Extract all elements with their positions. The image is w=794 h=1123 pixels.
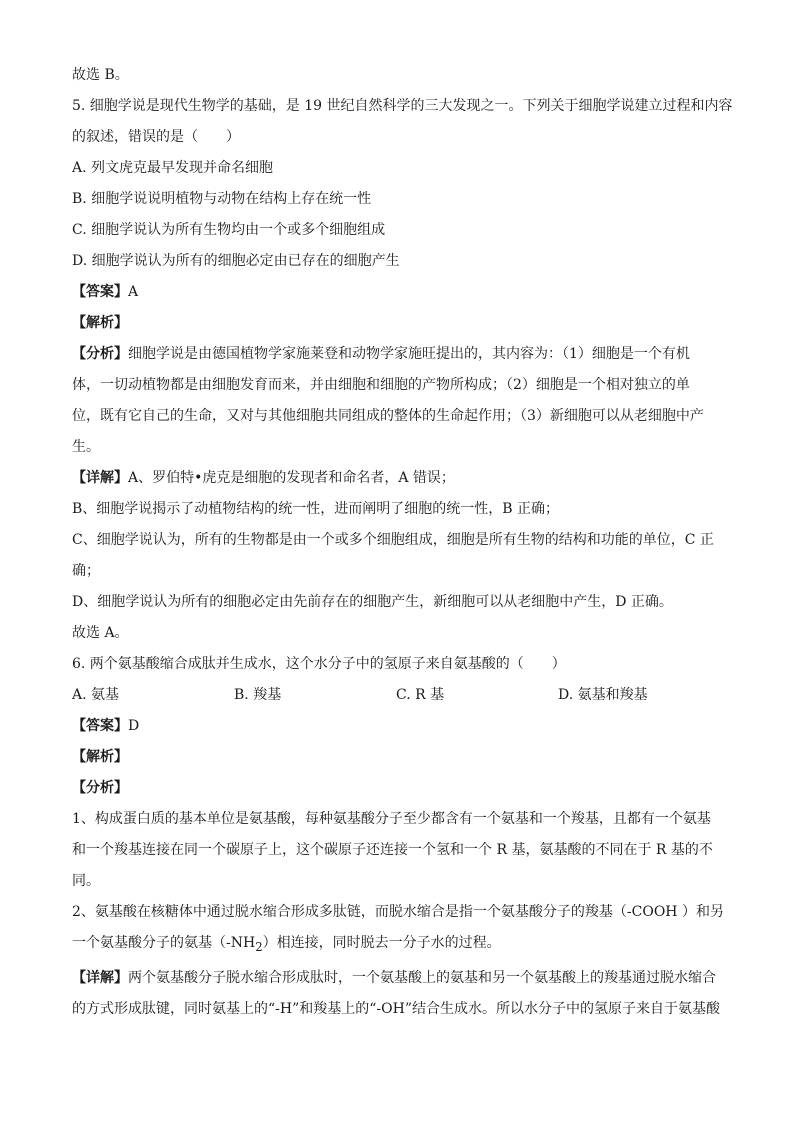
q6-stem: 6. 两个氨基酸缩合成肽并生成水，这个水分子中的氢原子来自氨基酸的（ ） bbox=[72, 656, 566, 672]
q5-detail-line: 确； bbox=[72, 563, 100, 579]
q6-p1-line: 1、构成蛋白质的基本单位是氨基酸，每种氨基酸分子至少都含有一个氨基和一个羧基，且都有一个氨基 bbox=[72, 811, 711, 827]
q6-p2-line2-pre: 一个氨基酸分子的氨基（-NH bbox=[72, 935, 256, 951]
q6-detail-text: 两个氨基酸分子脱水缩合形成肽时，一个氨基酸上的氨基和另一个氨基酸上的羧基通过脱水缩合 bbox=[128, 969, 716, 986]
q6-p2-line2 bbox=[72, 928, 722, 963]
q5-answer bbox=[72, 277, 722, 308]
q6-detail-line: 的方式形成肽键，同时氨基上的“-H”和羧基上的“-OH”结合生成水。所以水分子中的氢原子来自于氨基酸 bbox=[72, 1000, 720, 1017]
q5-option-a: A. 列文虎克最早发现并命名细胞 bbox=[72, 160, 274, 176]
q5-option-c: C. 细胞学说认为所有生物均由一个或多个细胞组成 bbox=[72, 222, 386, 238]
prev-conclusion: 故选 B。 bbox=[72, 67, 129, 83]
q5-detail-line: D、细胞学说认为所有的细胞必定由先前存在的细胞产生，新细胞可以从老细胞中产生，D 正确。 bbox=[72, 594, 673, 610]
q5-stem-line1: 5. 细胞学说是现代生物学的基础，是 19 世纪自然科学的三大发现之一。下列关于细胞学说建立过程和内容 bbox=[72, 98, 733, 114]
q6-detail-line bbox=[72, 963, 722, 994]
q5-fenxi-line: 体，一切动植物都是由细胞发育而来，并由细胞和细胞的产物所构成；（2）细胞是一个相对独立的单 bbox=[72, 377, 690, 393]
q5-fenxi-text: 细胞学说是由德国植物学家施莱登和动物学家施旺提出的，其内容为：（1）细胞是一个有机 bbox=[128, 346, 690, 362]
q5-fenxi-line: 生。 bbox=[72, 439, 100, 455]
q6-answer-tag: 【答案】 bbox=[72, 718, 128, 734]
q6-p2-line2-sub: 2 bbox=[255, 939, 263, 954]
q6-option-b: B. 羧基 bbox=[234, 687, 282, 703]
q6-p1-line: 和一个羧基连接在同一个碳原子上，这个碳原子还连接一个氢和一个 R 基，氨基酸的不同在于 R 基的不 bbox=[72, 842, 713, 858]
q5-option-d: D. 细胞学说认为所有的细胞必定由已存在的细胞产生 bbox=[72, 253, 400, 269]
q5-fenxi-line bbox=[72, 339, 722, 370]
q5-analysis-tag: 【解析】 bbox=[72, 315, 128, 331]
q5-detail-text: A、罗伯特•虎克是细胞的发现者和命名者，A 错误； bbox=[128, 470, 455, 486]
q5-answer-value: A bbox=[128, 284, 139, 300]
q5-stem-line2: 的叙述，错误的是（ ） bbox=[72, 129, 240, 145]
q5-fenxi-line: 位，既有它自己的生命，又对与其他细胞共同组成的整体的生命起作用；（3）新细胞可以从老细胞中产 bbox=[72, 408, 704, 424]
q5-fenxi-tag: 【分析】 bbox=[72, 346, 128, 362]
q6-fenxi-tag: 【分析】 bbox=[72, 780, 128, 796]
document-page bbox=[72, 60, 733, 1025]
q6-analysis-tag: 【解析】 bbox=[72, 749, 128, 765]
q6-options bbox=[72, 680, 722, 711]
q6-p1-line: 同。 bbox=[72, 873, 100, 889]
q5-detail-tag: 【详解】 bbox=[72, 470, 128, 486]
q6-detail-tag: 【详解】 bbox=[72, 969, 128, 986]
q6-option-c: C. R 基 bbox=[396, 687, 445, 703]
q5-detail-line: B、细胞学说揭示了动植物结构的统一性，进而阐明了细胞的统一性，B 正确； bbox=[72, 501, 560, 517]
q5-option-b: B. 细胞学说说明植物与动物在结构上存在统一性 bbox=[72, 191, 372, 207]
q5-detail-line: C、细胞学说认为，所有的生物都是由一个或多个细胞组成，细胞是所有生物的结构和功能的单位，C 正 bbox=[72, 532, 714, 548]
q6-option-a: A. 氨基 bbox=[72, 687, 120, 703]
q5-conclusion: 故选 A。 bbox=[72, 625, 129, 641]
q6-option-d: D. 氨基和羧基 bbox=[558, 687, 648, 703]
q6-answer bbox=[72, 711, 722, 742]
q5-answer-tag: 【答案】 bbox=[72, 284, 128, 300]
q6-p2-line2-post: ）相连接，同时脱去一分子水的过程。 bbox=[262, 935, 501, 951]
q5-detail-line bbox=[72, 463, 722, 494]
q6-p2-line1: 2、氨基酸在核糖体中通过脱水缩合形成多肽链，而脱水缩合是指一个氨基酸分子的羧基（-COOH ）和另 bbox=[72, 904, 724, 920]
q6-answer-value: D bbox=[128, 718, 140, 734]
